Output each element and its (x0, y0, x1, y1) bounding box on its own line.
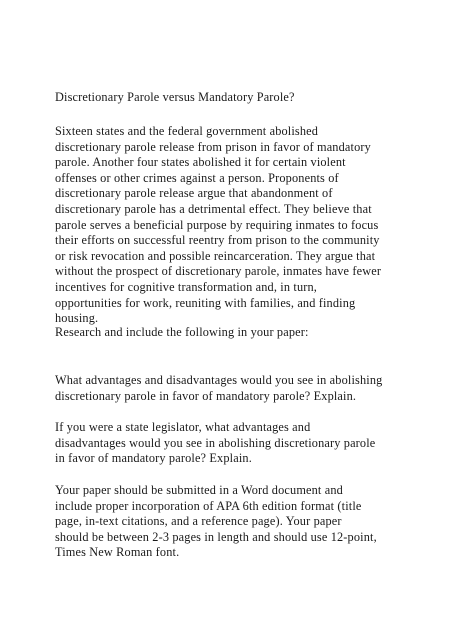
submission-instructions: Your paper should be submitted in a Word document and include proper incorporation of APA 6th edition format (title page, in-text citations, and a reference page). Your paper should be between 2-3 pages in length and should use 12-point, Times New Roman font. (55, 483, 377, 560)
research-prompt: Research and include the following in your paper: (55, 325, 309, 339)
question-2: If you were a state legislator, what advantages and disadvantages would you see in abolishing discretionary parole in favor of mandatory parole? Explain. (55, 420, 376, 466)
question-1: What advantages and disadvantages would you see in abolishing discretionary parole in favor of mandatory parole? Explain. (55, 373, 383, 403)
intro-paragraph: Sixteen states and the federal government abolished discretionary parole release from prison in favor of mandatory parole. Another four states abolished it for certain violent offenses or other crimes against a person. Proponents of discretionary parole release argue that abandonment of discretionary parole has a detrimental effect. They believe that parole serves a beneficial purpose by requiring inmates to focus their efforts on successful reentry from prison to the community or risk revocation and possible reincarceration. They argue that without the prospect of discretionary parole, inmates have fewer incentives for cognitive transformation and, in turn, opportunities for work, reuniting with families, and finding housing. (55, 124, 382, 326)
document-title: Discretionary Parole versus Mandatory Parole? (55, 90, 295, 104)
